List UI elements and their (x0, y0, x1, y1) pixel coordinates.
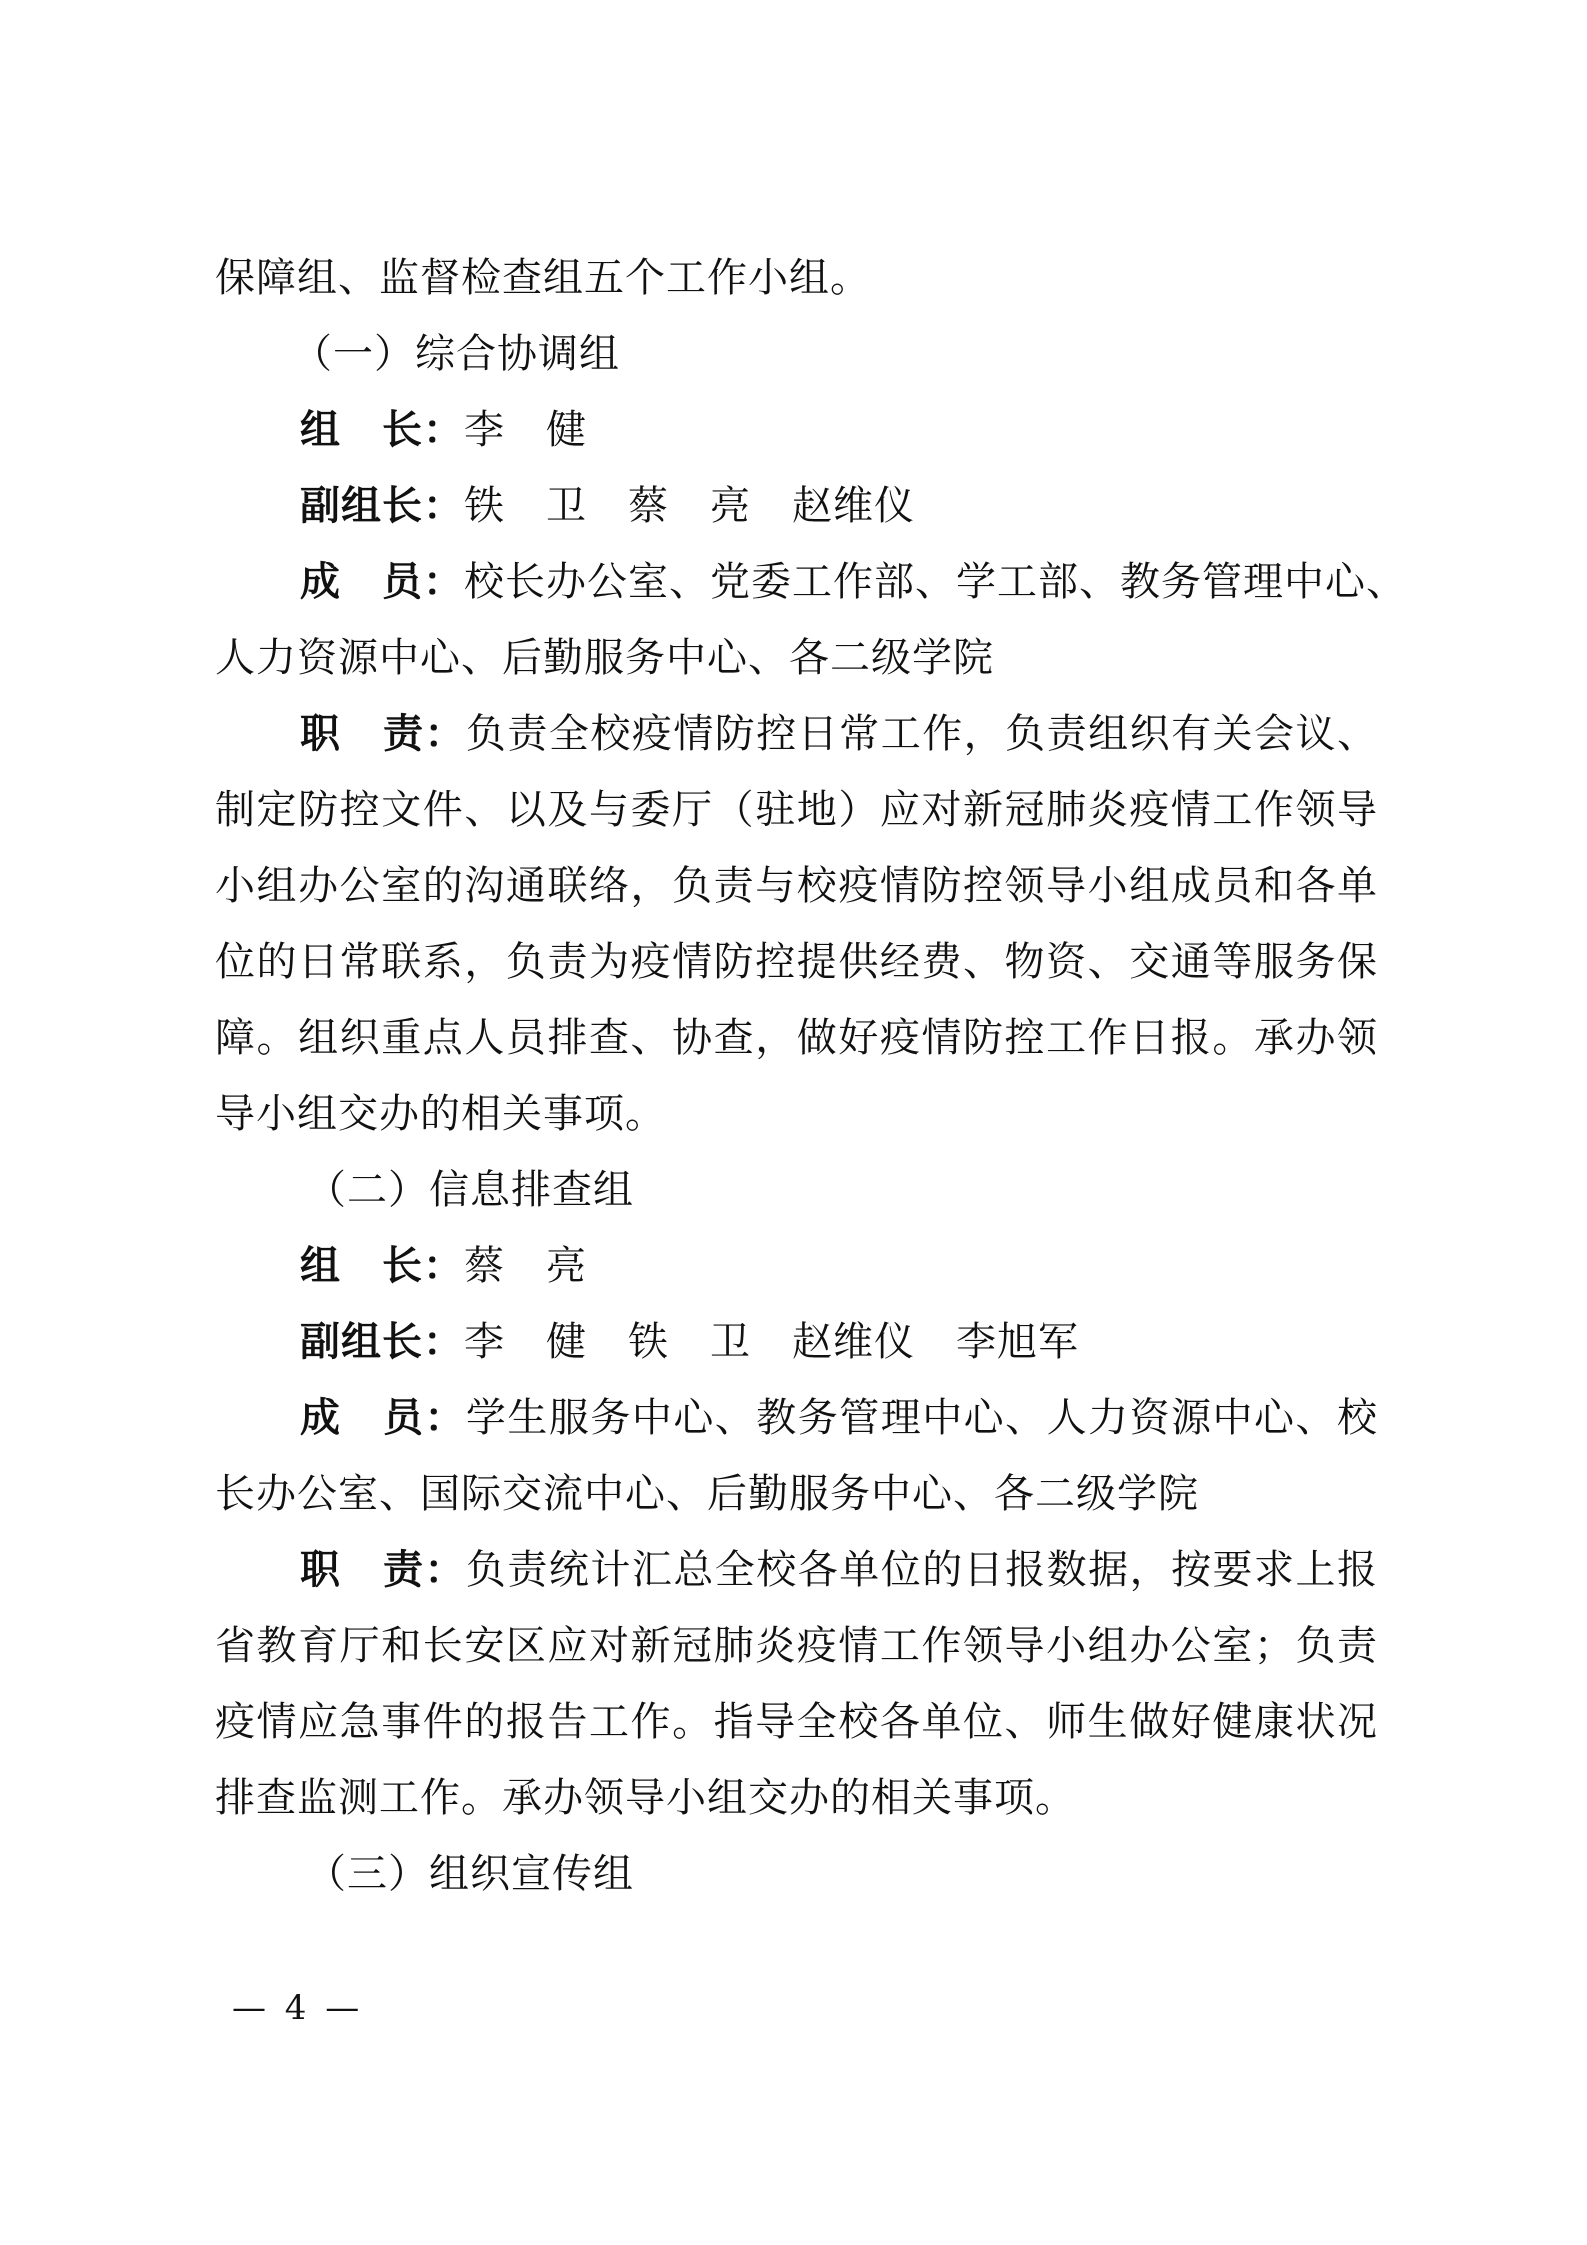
deputy-row (300, 1318, 1079, 1366)
leader-label: 组 长： (300, 1243, 464, 1289)
leader-row (300, 406, 587, 454)
members-text: 校长办公室、党委工作部、学工部、教务管理中心、 (464, 559, 1407, 605)
duty-row (300, 1546, 1378, 1594)
leader-row (300, 1242, 587, 1290)
page-number: — 4 — (232, 1988, 364, 2028)
members-row (300, 558, 1407, 606)
paragraph-line: 人力资源中心、后勤服务中心、各二级学院 (215, 635, 994, 681)
paragraph-line: 制定防控文件、以及与委厅（驻地）应对新冠肺炎疫情工作领导 (215, 787, 1378, 833)
paragraph-line: 导小组交办的相关事项。 (215, 1091, 666, 1137)
paragraph-line: 疫情应急事件的报告工作。指导全校各单位、师生做好健康状况 (215, 1699, 1378, 1745)
paragraph-line: 省教育厅和长安区应对新冠肺炎疫情工作领导小组办公室；负责 (215, 1623, 1378, 1669)
members-label: 成 员： (300, 1395, 466, 1441)
members-text: 学生服务中心、教务管理中心、人力资源中心、校 (465, 1395, 1379, 1441)
deputy-names: 铁 卫 蔡 亮 赵维仪 (464, 483, 915, 529)
duty-row (300, 710, 1378, 758)
paragraph-line: 保障组、监督检查组五个工作小组。 (215, 255, 871, 301)
deputy-names: 李 健 铁 卫 赵维仪 李旭军 (464, 1319, 1079, 1365)
deputy-label: 副组长： (300, 483, 464, 529)
deputy-row (300, 482, 915, 530)
paragraph-line: 排查监测工作。承办领导小组交办的相关事项。 (215, 1775, 1076, 1821)
duty-label: 职 责： (300, 711, 466, 757)
section-heading: （三）组织宣传组 (306, 1851, 634, 1897)
members-label: 成 员： (300, 559, 464, 605)
duty-text: 负责全校疫情防控日常工作，负责组织有关会议、 (465, 711, 1379, 757)
paragraph-line: 小组办公室的沟通联络，负责与校疫情防控领导小组成员和各单 (215, 863, 1378, 909)
leader-name: 李 健 (464, 407, 587, 453)
duty-text: 负责统计汇总全校各单位的日报数据，按要求上报 (465, 1547, 1379, 1593)
members-row (300, 1394, 1378, 1442)
paragraph-line: 位的日常联系，负责为疫情防控提供经费、物资、交通等服务保 (215, 939, 1378, 985)
section-heading: （二）信息排查组 (306, 1167, 634, 1213)
section-heading: （一）综合协调组 (292, 331, 620, 377)
leader-name: 蔡 亮 (464, 1243, 587, 1289)
paragraph-line: 长办公室、国际交流中心、后勤服务中心、各二级学院 (215, 1471, 1199, 1517)
deputy-label: 副组长： (300, 1319, 464, 1365)
duty-label: 职 责： (300, 1547, 466, 1593)
paragraph-line: 障。组织重点人员排查、协查，做好疫情防控工作日报。承办领 (215, 1015, 1378, 1061)
leader-label: 组 长： (300, 407, 464, 453)
